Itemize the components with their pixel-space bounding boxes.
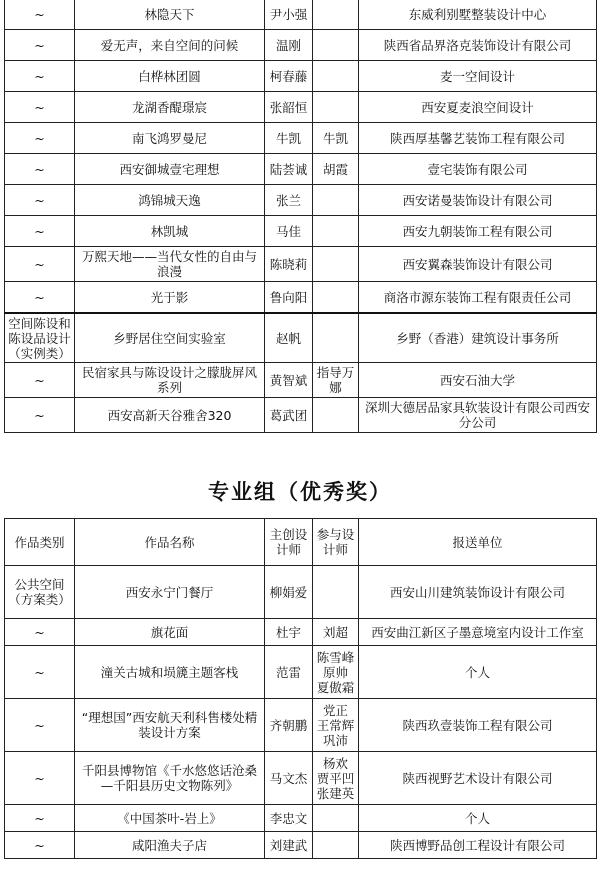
unit-cell: 西安曲江新区子墨意境室内设计工作室: [359, 619, 597, 646]
category-cell: ~: [5, 216, 75, 247]
lead-designer-cell: 鲁向阳: [265, 282, 313, 314]
unit-cell: 麦一空间设计: [359, 61, 597, 92]
table-row: [5, 216, 597, 247]
work-name-cell: 《中国茶叶-岩上》: [75, 805, 265, 832]
category-cell: ~: [5, 832, 75, 859]
work-name-cell: 西安御城壹宅理想: [75, 154, 265, 185]
table-row: [5, 398, 597, 433]
lead-designer-cell: 齐朝鹏: [265, 699, 313, 752]
category-cell: ~: [5, 185, 75, 216]
participant-cell: 胡霞: [313, 154, 359, 185]
unit-cell: 个人: [359, 646, 597, 699]
work-name-cell: 咸阳渔夫子店: [75, 832, 265, 859]
lead-designer-cell: 黄智斌: [265, 363, 313, 398]
participant-cell: [313, 30, 359, 61]
work-name-cell: “理想国”西安航天利科售楼处精装设计方案: [75, 699, 265, 752]
category-cell: 公共空间（方案类）: [5, 566, 75, 619]
lead-designer-cell: 柯春藤: [265, 61, 313, 92]
lead-designer-cell: 张韶恒: [265, 92, 313, 123]
participant-cell: [313, 832, 359, 859]
work-name-cell: 光于影: [75, 282, 265, 314]
participant-cell: [313, 185, 359, 216]
table-row: [5, 313, 597, 363]
category-cell: ~: [5, 0, 75, 30]
unit-cell: 西安山川建筑装饰设计有限公司: [359, 566, 597, 619]
category-cell: ~: [5, 398, 75, 433]
work-name-cell: 西安高新天谷雅舍320: [75, 398, 265, 433]
lead-designer-cell: 牛凯: [265, 123, 313, 154]
category-cell: ~: [5, 61, 75, 92]
lead-designer-cell: 陆荟诚: [265, 154, 313, 185]
lead-designer-cell: 张兰: [265, 185, 313, 216]
table-row: [5, 154, 597, 185]
unit-cell: 陕西视野艺术设计有限公司: [359, 752, 597, 805]
table-row: [5, 646, 597, 699]
work-name-cell: 潼关古城和埙篪主题客栈: [75, 646, 265, 699]
participant-cell: [313, 398, 359, 433]
table-row: [5, 282, 597, 314]
table-row: [5, 363, 597, 398]
category-cell: ~: [5, 805, 75, 832]
table-row: [5, 61, 597, 92]
header-category: 作品类别: [5, 519, 75, 566]
lead-designer-cell: 马佳: [265, 216, 313, 247]
category-cell: ~: [5, 282, 75, 314]
category-cell: ~: [5, 123, 75, 154]
participant-cell: 陈雪峰 原帅 夏傲霜: [313, 646, 359, 699]
work-name-cell: 乡野居住空间实验室: [75, 313, 265, 363]
participant-cell: 指导万娜: [313, 363, 359, 398]
awards-table-professional-excellence: [4, 518, 597, 859]
table-row: [5, 832, 597, 859]
unit-cell: 陕西省品界洛克装饰设计有限公司: [359, 30, 597, 61]
category-cell: ~: [5, 30, 75, 61]
unit-cell: 陕西玖壹装饰工程有限公司: [359, 699, 597, 752]
table-row: [5, 185, 597, 216]
table-row: [5, 123, 597, 154]
table-row: [5, 0, 597, 30]
unit-cell: 乡野（香港）建筑设计事务所: [359, 313, 597, 363]
lead-designer-cell: 杜宇: [265, 619, 313, 646]
unit-cell: 西安九朝装饰工程有限公司: [359, 216, 597, 247]
work-name-cell: 龙湖香醍璟宸: [75, 92, 265, 123]
work-name-cell: 旗花面: [75, 619, 265, 646]
participant-cell: [313, 313, 359, 363]
unit-cell: 陕西厚基馨艺装饰工程有限公司: [359, 123, 597, 154]
unit-cell: 个人: [359, 805, 597, 832]
category-cell: ~: [5, 363, 75, 398]
participant-cell: [313, 92, 359, 123]
lead-designer-cell: 刘建武: [265, 832, 313, 859]
unit-cell: 商洛市源东装饰工程有限责任公司: [359, 282, 597, 314]
category-cell: ~: [5, 154, 75, 185]
participant-cell: [313, 805, 359, 832]
category-cell: ~: [5, 247, 75, 282]
unit-cell: 陕西博野品创工程设计有限公司: [359, 832, 597, 859]
lead-designer-cell: 范雷: [265, 646, 313, 699]
section-title: 专业组（优秀奖）: [208, 480, 392, 504]
participant-cell: 刘超: [313, 619, 359, 646]
work-name-cell: 西安永宁门餐厅: [75, 566, 265, 619]
participant-cell: [313, 0, 359, 30]
lead-designer-cell: 柳娟爱: [265, 566, 313, 619]
category-cell: ~: [5, 619, 75, 646]
unit-cell: 深圳大德居品家具软装设计有限公司西安分公司: [359, 398, 597, 433]
participant-cell: 杨欢 贾平凹 张建英: [313, 752, 359, 805]
work-name-cell: 万熙天地——当代女性的自由与浪漫: [75, 247, 265, 282]
table-row: [5, 619, 597, 646]
unit-cell: 东威利别墅整装设计中心: [359, 0, 597, 30]
header-participant: 参与设计师: [313, 519, 359, 566]
unit-cell: 西安夏麦浪空间设计: [359, 92, 597, 123]
lead-designer-cell: 赵帆: [265, 313, 313, 363]
table-row: [5, 752, 597, 805]
work-name-cell: 林隐天下: [75, 0, 265, 30]
lead-designer-cell: 马文杰: [265, 752, 313, 805]
participant-cell: [313, 61, 359, 92]
participant-cell: [313, 216, 359, 247]
category-cell: ~: [5, 646, 75, 699]
header-work-name: 作品名称: [75, 519, 265, 566]
category-cell: ~: [5, 92, 75, 123]
participant-cell: [313, 566, 359, 619]
header-unit: 报送单位: [359, 519, 597, 566]
unit-cell: 西安石油大学: [359, 363, 597, 398]
work-name-cell: 民宿家具与陈设设计之朦胧屏风系列: [75, 363, 265, 398]
work-name-cell: 南飞鸿罗曼尼: [75, 123, 265, 154]
table-row: [5, 30, 597, 61]
lead-designer-cell: 尹小强: [265, 0, 313, 30]
unit-cell: 西安诺曼装饰设计有限公司: [359, 185, 597, 216]
work-name-cell: 林凯城: [75, 216, 265, 247]
header-lead-designer: 主创设计师: [265, 519, 313, 566]
work-name-cell: 鸿锦城天逸: [75, 185, 265, 216]
table-row: [5, 699, 597, 752]
category-cell: 空间陈设和陈设品设计（实例类）: [5, 313, 75, 363]
work-name-cell: 爱无声，来自空间的问候: [75, 30, 265, 61]
unit-cell: 西安翼森装饰设计有限公司: [359, 247, 597, 282]
participant-cell: 党正 王常辉 巩沛: [313, 699, 359, 752]
participant-cell: [313, 282, 359, 314]
work-name-cell: 白桦林团圆: [75, 61, 265, 92]
category-cell: ~: [5, 752, 75, 805]
awards-table-continued: [4, 0, 597, 433]
participant-cell: 牛凯: [313, 123, 359, 154]
participant-cell: [313, 247, 359, 282]
lead-designer-cell: 陈晓莉: [265, 247, 313, 282]
table-row: [5, 566, 597, 619]
lead-designer-cell: 温刚: [265, 30, 313, 61]
category-cell: ~: [5, 699, 75, 752]
work-name-cell: 千阳县博物馆《千水悠悠话沧桑—千阳县历史文物陈列》: [75, 752, 265, 805]
table-row: [5, 247, 597, 282]
table-row: [5, 92, 597, 123]
lead-designer-cell: 葛武团: [265, 398, 313, 433]
table-header-row: [5, 519, 597, 566]
unit-cell: 壹宅装饰有限公司: [359, 154, 597, 185]
table-row: [5, 805, 597, 832]
lead-designer-cell: 李忠文: [265, 805, 313, 832]
